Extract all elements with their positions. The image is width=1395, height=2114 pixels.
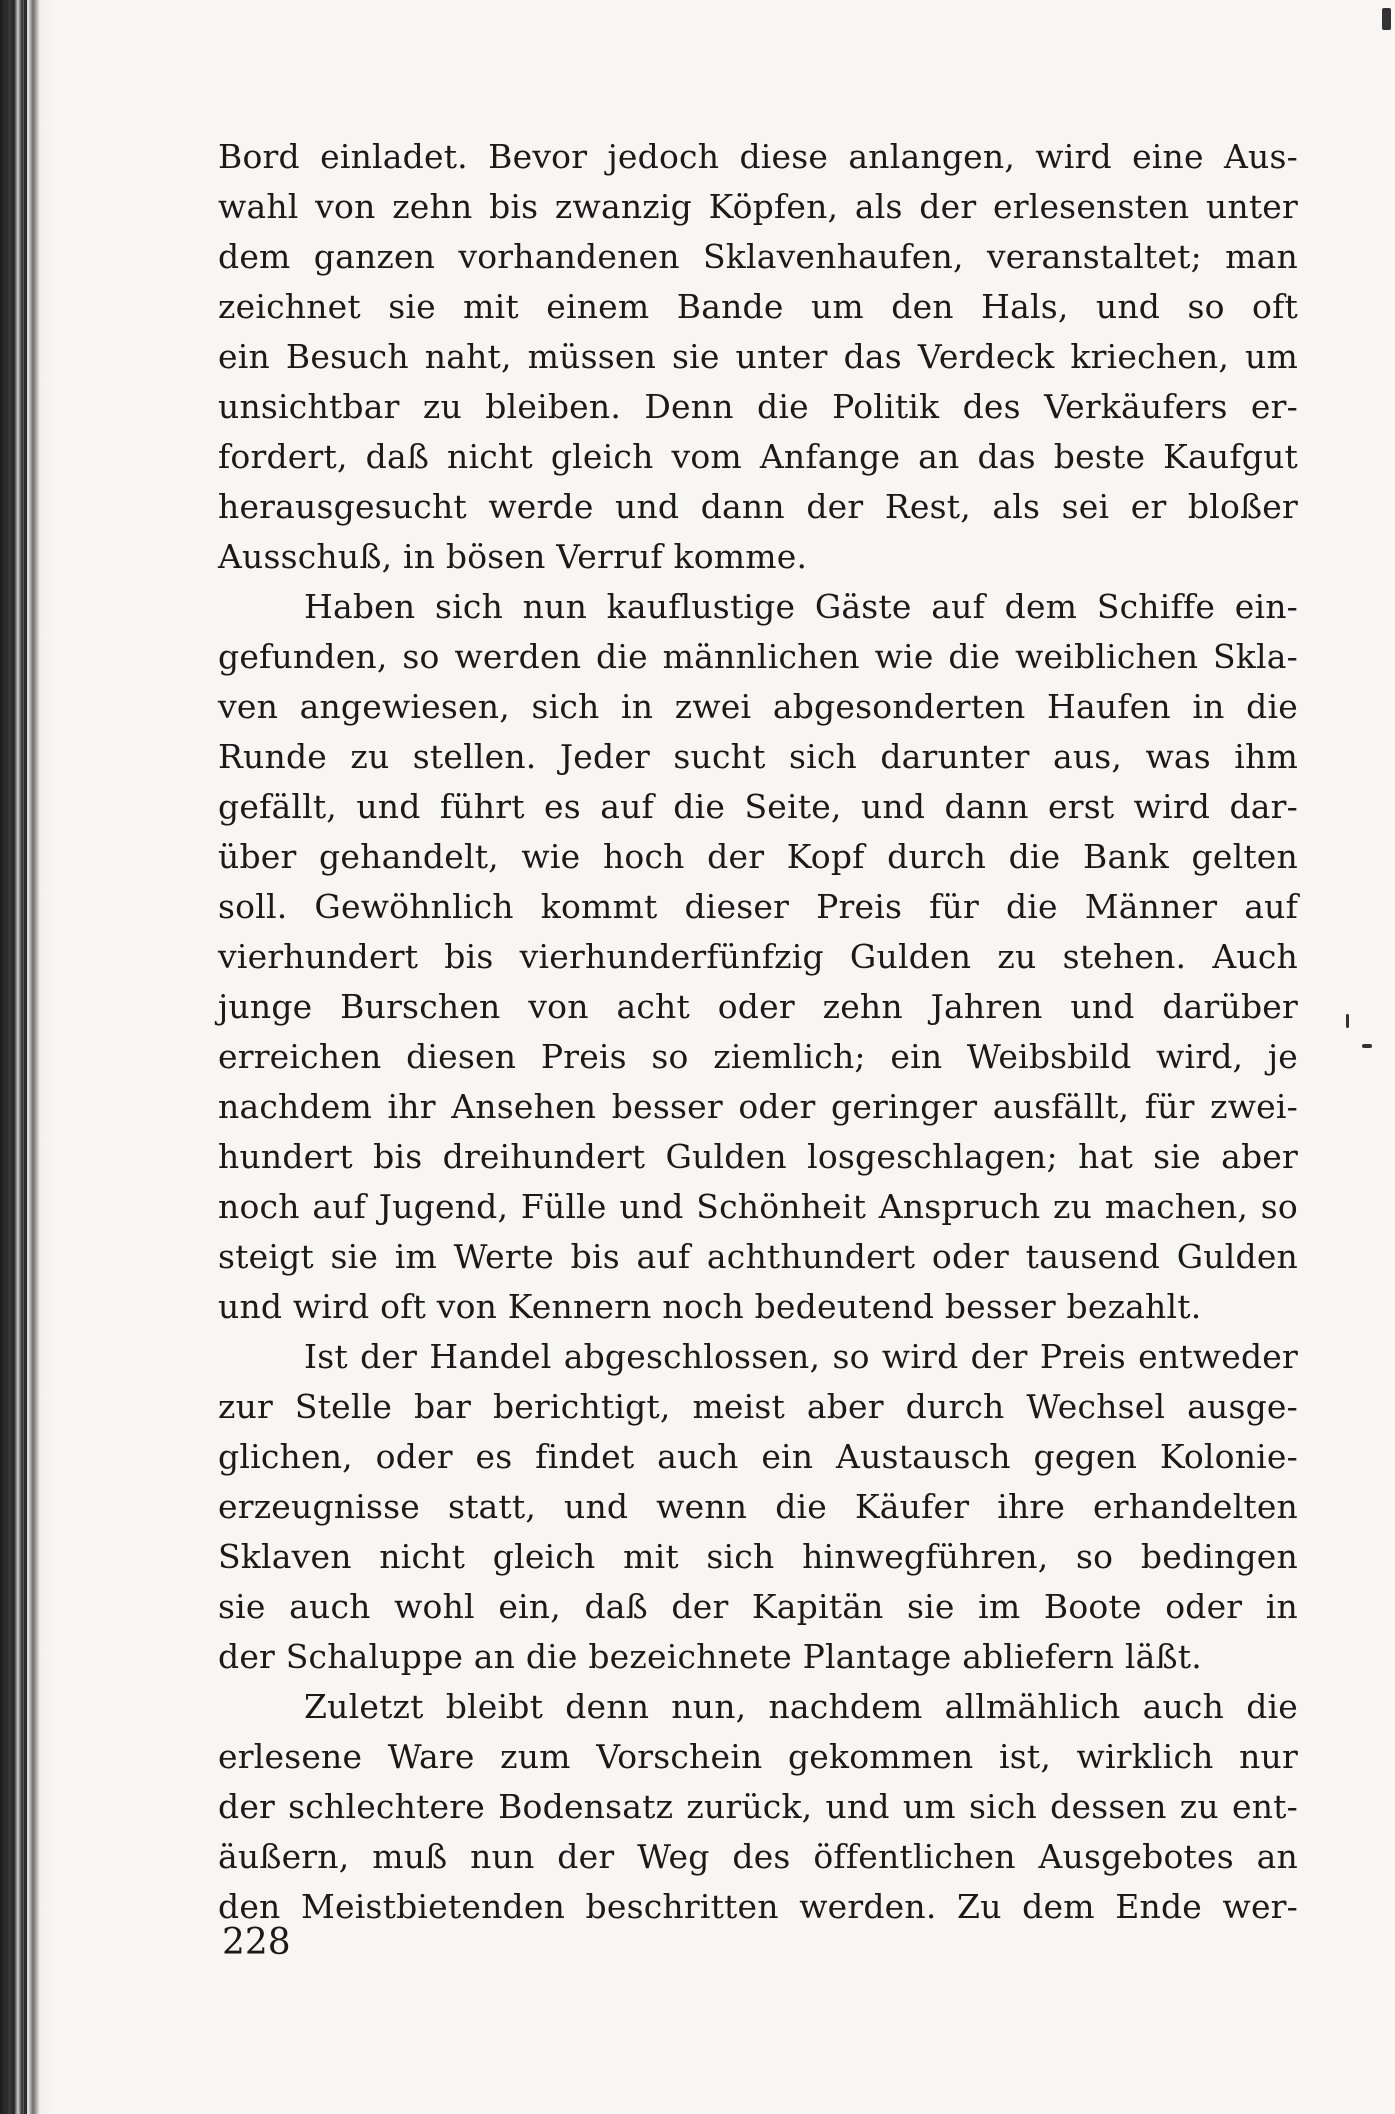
- text-line: Sklaven nicht gleich mit sich hinwegführen, so bedingen: [218, 1537, 1298, 1576]
- text-line: noch auf Jugend, Fülle und Schönheit Anspruch zu machen, so: [218, 1187, 1298, 1226]
- text-line: vierhundert bis vierhunderfünfzig Gulden zu stehen. Auch: [218, 937, 1298, 976]
- text-line: gefunden, so werden die männlichen wie die weiblichen Skla-: [218, 637, 1298, 676]
- text-line: Zuletzt bleibt denn nun, nachdem allmählich auch die: [304, 1687, 1298, 1726]
- text-line: zur Stelle bar berichtigt, meist aber durch Wechsel ausge-: [218, 1387, 1298, 1426]
- text-line: erlesene Ware zum Vorschein gekommen ist, wirklich nur: [218, 1737, 1298, 1776]
- page-binding-edge: [0, 0, 52, 2114]
- text-line: herausgesucht werde und dann der Rest, als sei er bloßer: [218, 487, 1298, 526]
- text-line: gefällt, und führt es auf die Seite, und dann erst wird dar-: [218, 787, 1298, 826]
- text-line: erzeugnisse statt, und wenn die Käufer ihre erhandelten: [218, 1487, 1298, 1526]
- text-line: Haben sich nun kauflustige Gäste auf dem Schiffe ein-: [304, 587, 1298, 626]
- text-line: ein Besuch naht, müssen sie unter das Verdeck kriechen, um: [218, 337, 1298, 376]
- text-line: dem ganzen vorhandenen Sklavenhaufen, veranstaltet; man: [218, 237, 1298, 276]
- text-line: erreichen diesen Preis so ziemlich; ein Weibsbild wird, je: [218, 1037, 1298, 1076]
- text-line: zeichnet sie mit einem Bande um den Hals, und so oft: [218, 287, 1298, 326]
- scan-mark: [1382, 8, 1391, 30]
- scan-mark: [1346, 1014, 1349, 1028]
- binding-line: [6, 0, 8, 2114]
- text-line: junge Burschen von acht oder zehn Jahren und darüber: [218, 987, 1298, 1026]
- text-line: den Meistbietenden beschritten werden. Zu dem Ende wer-: [218, 1887, 1298, 1926]
- body-text: [218, 132, 1298, 1932]
- text-line: sie auch wohl ein, daß der Kapitän sie im Boote oder in: [218, 1587, 1298, 1626]
- scan-mark: [1362, 1044, 1372, 1048]
- text-line: glichen, oder es findet auch ein Austausch gegen Kolonie-: [218, 1437, 1298, 1476]
- text-line: Ist der Handel abgeschlossen, so wird der Preis entweder: [304, 1337, 1298, 1376]
- text-line: soll. Gewöhnlich kommt dieser Preis für die Männer auf: [218, 887, 1298, 926]
- text-line: fordert, daß nicht gleich vom Anfange an das beste Kaufgut: [218, 437, 1298, 476]
- text-line: Ausschuß, in bösen Verruf komme.: [218, 537, 808, 576]
- text-line: ven angewiesen, sich in zwei abgesonderten Haufen in die: [218, 687, 1298, 726]
- text-line: der Schaluppe an die bezeichnete Plantage abliefern läßt.: [218, 1637, 1202, 1676]
- text-line: und wird oft von Kennern noch bedeutend besser bezahlt.: [218, 1287, 1202, 1326]
- binding-line: [24, 0, 27, 2114]
- text-line: Runde zu stellen. Jeder sucht sich darunter aus, was ihm: [218, 737, 1298, 776]
- text-line: nachdem ihr Ansehen besser oder geringer ausfällt, für zwei-: [218, 1087, 1298, 1126]
- page-number: 228: [222, 1922, 291, 1963]
- text-line: wahl von zehn bis zwanzig Köpfen, als der erlesensten unter: [218, 187, 1298, 226]
- text-line: hundert bis dreihundert Gulden losgeschlagen; hat sie aber: [218, 1137, 1298, 1176]
- text-line: steigt sie im Werte bis auf achthundert oder tausend Gulden: [218, 1237, 1298, 1276]
- text-line: äußern, muß nun der Weg des öffentlichen Ausgebotes an: [218, 1837, 1298, 1876]
- text-line: über gehandelt, wie hoch der Kopf durch die Bank gelten: [218, 837, 1298, 876]
- text-line: der schlechtere Bodensatz zurück, und um sich dessen zu ent-: [218, 1787, 1298, 1826]
- text-line: Bord einladet. Bevor jedoch diese anlangen, wird eine Aus-: [218, 137, 1298, 176]
- text-line: unsichtbar zu bleiben. Denn die Politik des Verkäufers er-: [218, 387, 1298, 426]
